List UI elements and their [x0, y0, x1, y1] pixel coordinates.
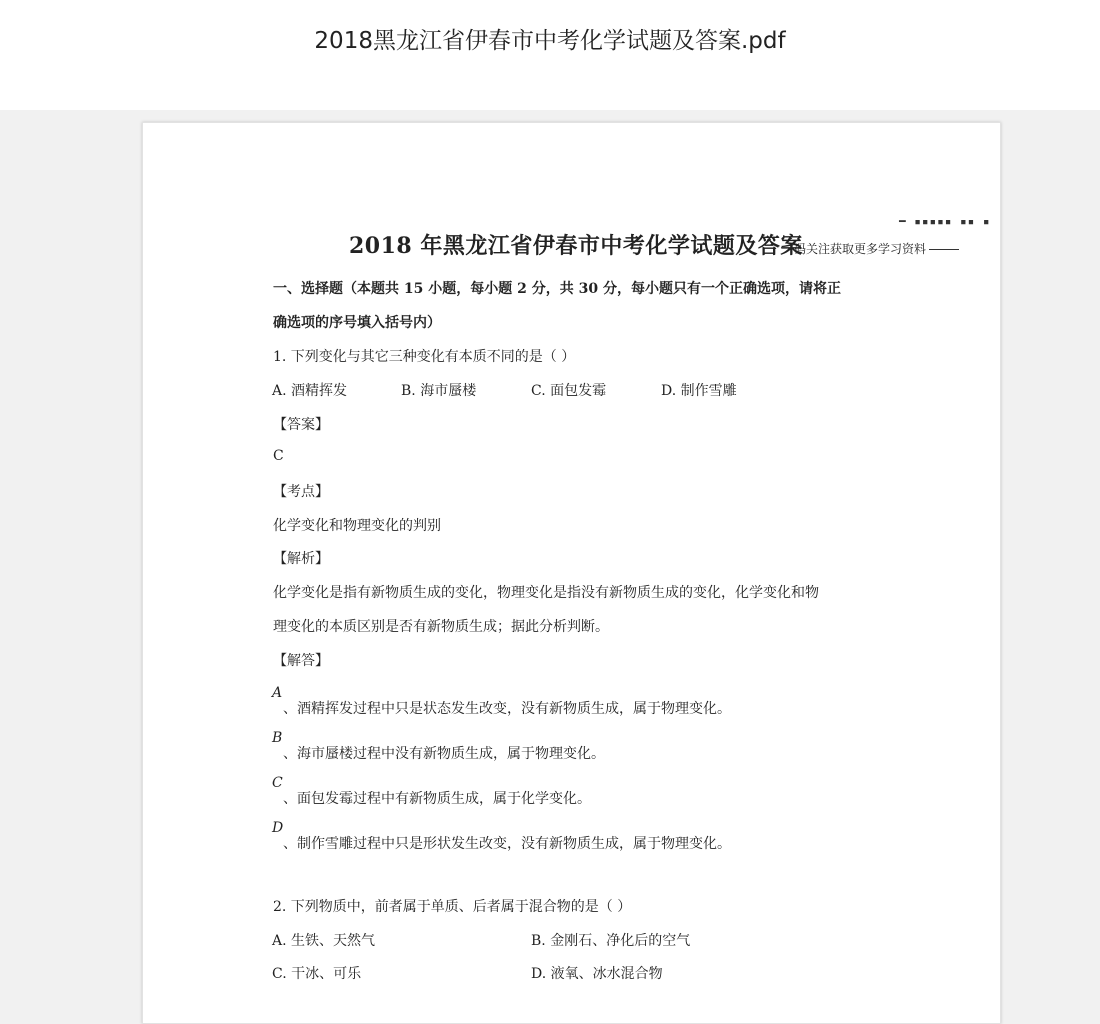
q1-analysis-line-1: 化学变化是指有新物质生成的变化，物理变化是指没有新物质生成的变化，化学变化和物	[273, 585, 819, 601]
question-2-stem: 2. 下列物质中，前者属于单质、后者属于混合物的是（ ）	[273, 899, 632, 915]
exam-title-note-text: 码关注获取更多学习资料	[794, 242, 927, 256]
q1-analysis-line-2: 理变化的本质区别是否有新物质生成；据此分析判断。	[273, 619, 609, 635]
corner-marks: ━ ▪▪▪▪▪ ▪▪ ▪	[899, 215, 991, 228]
q1-option-c: C. 面包发霉	[531, 383, 607, 399]
q2-option-b: B. 金刚石、净化后的空气	[531, 933, 691, 949]
section-header-line-1: 一、选择题（本题共 15 小题，每小题 2 分，共 30 分，每小题只有一个正确选项，请将正	[273, 281, 841, 297]
q1-analysis-label: 【解析】	[273, 551, 329, 567]
exam-title-note	[794, 240, 959, 257]
q2-option-c: C. 干冰、可乐	[272, 966, 362, 982]
q1-answer-label: 【答案】	[273, 417, 329, 433]
note-dash	[929, 249, 959, 250]
q1-option-d: D. 制作雪雕	[661, 383, 737, 399]
q1-solution-c-letter: C	[272, 775, 283, 791]
q1-point-label: 【考点】	[273, 484, 329, 500]
pdf-page	[142, 122, 1001, 1024]
q1-solution-a-letter: A	[272, 685, 283, 701]
exam-title: 2018 年黑龙江省伊春市中考化学试题及答案	[349, 233, 803, 259]
q1-solution-d-text: 、制作雪雕过程中只是形状发生改变，没有新物质生成，属于物理变化。	[283, 836, 731, 852]
section-header-line-2: 确选项的序号填入括号内）	[273, 315, 441, 331]
q2-option-d: D. 液氧、冰水混合物	[531, 966, 663, 982]
q1-option-b: B. 海市蜃楼	[401, 383, 477, 399]
question-1-stem: 1. 下列变化与其它三种变化有本质不同的是（ ）	[273, 349, 576, 365]
q1-option-a: A. 酒精挥发	[272, 383, 348, 399]
q2-option-a: A. 生铁、天然气	[272, 933, 376, 949]
q1-solution-c-text: 、面包发霉过程中有新物质生成，属于化学变化。	[283, 791, 591, 807]
q1-solution-a-text: 、酒精挥发过程中只是状态发生改变，没有新物质生成，属于物理变化。	[283, 701, 731, 717]
viewer-title-bar	[0, 0, 1100, 110]
q1-solution-d-letter: D	[272, 820, 284, 836]
q1-solution-b-letter: B	[272, 730, 283, 746]
q1-point: 化学变化和物理变化的判别	[273, 518, 441, 534]
document-filename: 2018黑龙江省伊春市中考化学试题及答案.pdf	[314, 28, 786, 54]
q1-solution-b-text: 、海市蜃楼过程中没有新物质生成，属于物理变化。	[283, 746, 605, 762]
q1-solution-label: 【解答】	[273, 653, 329, 669]
q1-answer: C	[273, 448, 284, 464]
